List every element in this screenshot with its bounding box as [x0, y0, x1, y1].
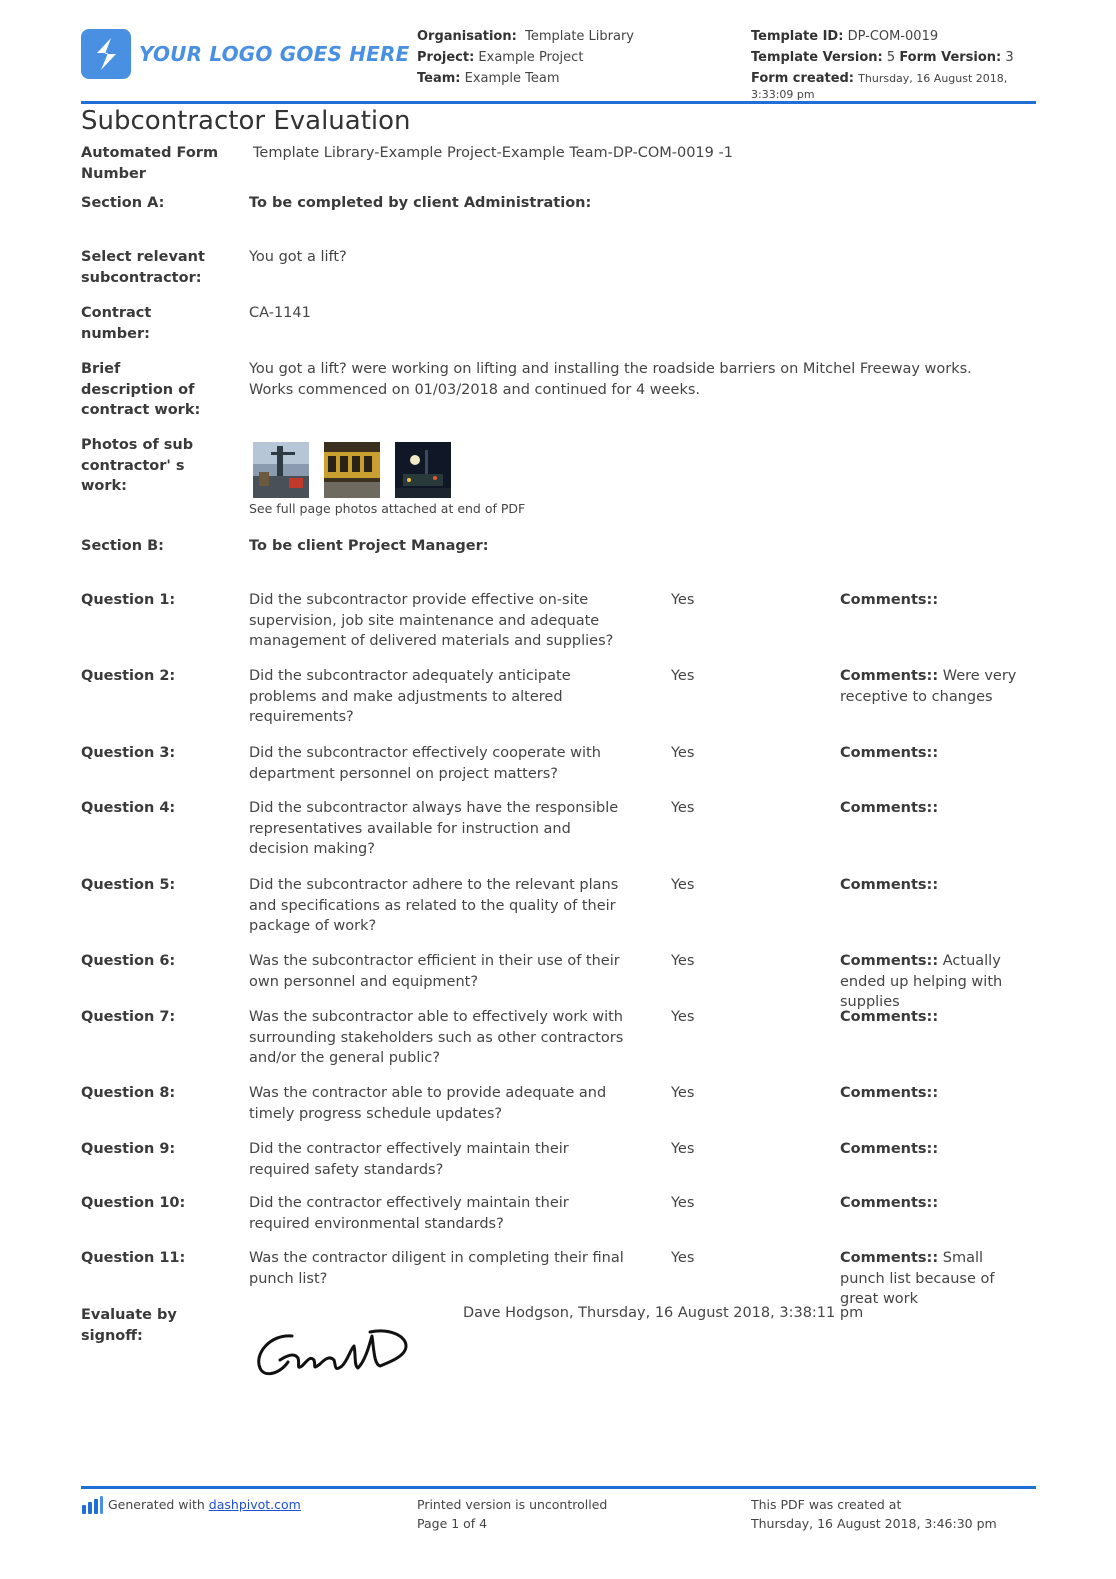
question-text: Did the contractor effectively maintain their required environmental standards? — [249, 1195, 569, 1232]
question-comment: Comments:: — [840, 1195, 939, 1211]
question-comment: Comments:: — [840, 1085, 939, 1101]
question-answer: Yes — [671, 1009, 695, 1025]
printed-note: Printed version is uncontrolled — [417, 1497, 608, 1512]
team-value: Example Team — [464, 71, 560, 86]
question-comment: Comments:: — [840, 1141, 939, 1157]
form-created-value: Thursday, 16 August 2018, 3:33:09 pm — [751, 72, 1008, 101]
photos-label: Photos of subcontractor' s work: — [81, 437, 194, 494]
question-answer: Yes — [671, 1141, 695, 1157]
question-answer: Yes — [671, 745, 695, 761]
signoff-label: Evaluate by signoff: — [81, 1307, 177, 1344]
project-value: Example Project — [478, 50, 584, 65]
photo-thumbnail-3[interactable] — [395, 442, 451, 498]
template-id-value: DP-COM-0019 — [847, 29, 939, 44]
header-org-block: Organisation: Template Library Project: Example Project Team: Example Team — [417, 29, 635, 86]
question-answer: Yes — [671, 592, 695, 608]
section-a-heading: To be completed by client Administration: — [249, 195, 592, 211]
question-answer: Yes — [671, 1250, 695, 1266]
section-a-label: Section A: — [81, 195, 165, 211]
question-text: Did the subcontractor adhere to the relevant plans and specifications as related to the quality of their package of work? — [249, 877, 619, 934]
question-text: Was the contractor diligent in completing their final punch list? — [249, 1250, 624, 1287]
footer-generated: Generated with dashpivot.com — [108, 1497, 301, 1512]
question-text: Did the subcontractor effectively cooperate with department personnel on project matters? — [249, 745, 601, 782]
question-answer: Yes — [671, 1085, 695, 1101]
dashpivot-link[interactable]: dashpivot.com — [208, 1497, 301, 1512]
page-number: Page 1 of 4 — [417, 1516, 488, 1531]
question-label: Question 2: — [81, 668, 176, 684]
question-comment: Comments:: — [840, 877, 939, 893]
question-text: Did the subcontractor always have the responsible representatives available for instruction and decision making? — [249, 800, 619, 857]
footer-print-block — [417, 1495, 607, 1533]
question-label: Question 7: — [81, 1009, 176, 1025]
photos-note: See full page photos attached at end of PDF — [249, 501, 526, 516]
template-version-value: 5 — [886, 50, 896, 65]
subcontractor-label: Select relevant subcontractor: — [81, 249, 205, 286]
footer-created-block — [751, 1495, 997, 1533]
header-rule — [81, 101, 1036, 104]
question-text: Was the contractor able to provide adequate and timely progress schedule updates? — [249, 1085, 607, 1122]
description-value: You got a lift? were working on lifting and installing the roadside barriers on Mitchel Freeway works. Works commenced on 01/03/2018 and continued for 4 weeks. — [249, 361, 972, 398]
signoff-meta: Dave Hodgson, Thursday, 16 August 2018, 3:38:11 pm — [463, 1305, 864, 1321]
footer-rule — [81, 1486, 1036, 1489]
question-text: Did the subcontractor adequately anticipate problems and make adjustments to altered requirements? — [249, 668, 571, 725]
subcontractor-value: You got a lift? — [249, 249, 347, 265]
pdf-created-label: This PDF was created at — [751, 1497, 902, 1512]
contract-label: Contract number: — [81, 305, 152, 342]
question-text: Was the subcontractor able to effectively work with surrounding stakeholders such as other contractors and/or the general public? — [249, 1009, 624, 1066]
question-comment: Comments:: — [840, 800, 939, 816]
question-label: Question 1: — [81, 592, 176, 608]
form-number-value: Template Library-Example Project-Example Team-DP-COM-0019 -1 — [253, 145, 733, 161]
question-label: Question 3: — [81, 745, 176, 761]
question-text: Did the contractor effectively maintain their required safety standards? — [249, 1141, 569, 1178]
question-text: Did the subcontractor provide effective on-site supervision, job site maintenance and adequate management of delivered materials and supplies? — [249, 592, 614, 649]
question-label: Question 6: — [81, 953, 176, 969]
question-label: Question 10: — [81, 1195, 186, 1211]
photo-thumbnail-1[interactable] — [253, 442, 309, 498]
photo-thumbnail-2[interactable] — [324, 442, 380, 498]
description-label: Brief description of contract work: — [81, 361, 201, 418]
question-answer: Yes — [671, 877, 695, 893]
question-answer: Yes — [671, 953, 695, 969]
logo-icon — [81, 29, 131, 79]
section-b-label: Section B: — [81, 538, 164, 554]
question-label: Question 8: — [81, 1085, 176, 1101]
question-label: Question 4: — [81, 800, 176, 816]
question-answer: Yes — [671, 668, 695, 684]
question-label: Question 9: — [81, 1141, 176, 1157]
question-comment: Comments:: Actually ended up helping with supplies — [840, 953, 1003, 1010]
question-label: Question 5: — [81, 877, 176, 893]
header-template-block: Template ID: DP-COM-0019 Template Version: 5 Form Version: 3 Form created: Thursday, 16 August 2018, 3:33:09 pm — [751, 29, 1014, 101]
section-b-heading: To be client Project Manager: — [249, 538, 489, 554]
question-comment: Comments:: Small punch list because of great work — [840, 1250, 995, 1307]
question-answer: Yes — [671, 800, 695, 816]
page-title: Subcontractor Evaluation — [81, 106, 411, 136]
question-label: Question 11: — [81, 1250, 186, 1266]
question-comment: Comments:: — [840, 592, 939, 608]
dashpivot-logo-icon — [81, 1496, 103, 1514]
logo-text: YOUR LOGO GOES HERE — [139, 42, 410, 66]
contract-value: CA-1141 — [249, 305, 311, 321]
question-comment: Comments:: — [840, 1009, 939, 1025]
question-answer: Yes — [671, 1195, 695, 1211]
question-comment: Comments:: Were very receptive to changes — [840, 668, 1017, 705]
form-version-value: 3 — [1005, 50, 1014, 65]
organisation-value: Template Library — [525, 29, 635, 44]
form-number-label: Automated Form Number — [81, 145, 219, 182]
question-comment: Comments:: — [840, 745, 939, 761]
signature-image — [250, 1316, 420, 1386]
question-text: Was the subcontractor efficient in their use of their own personnel and equipment? — [249, 953, 620, 990]
pdf-created-value: Thursday, 16 August 2018, 3:46:30 pm — [751, 1516, 997, 1531]
